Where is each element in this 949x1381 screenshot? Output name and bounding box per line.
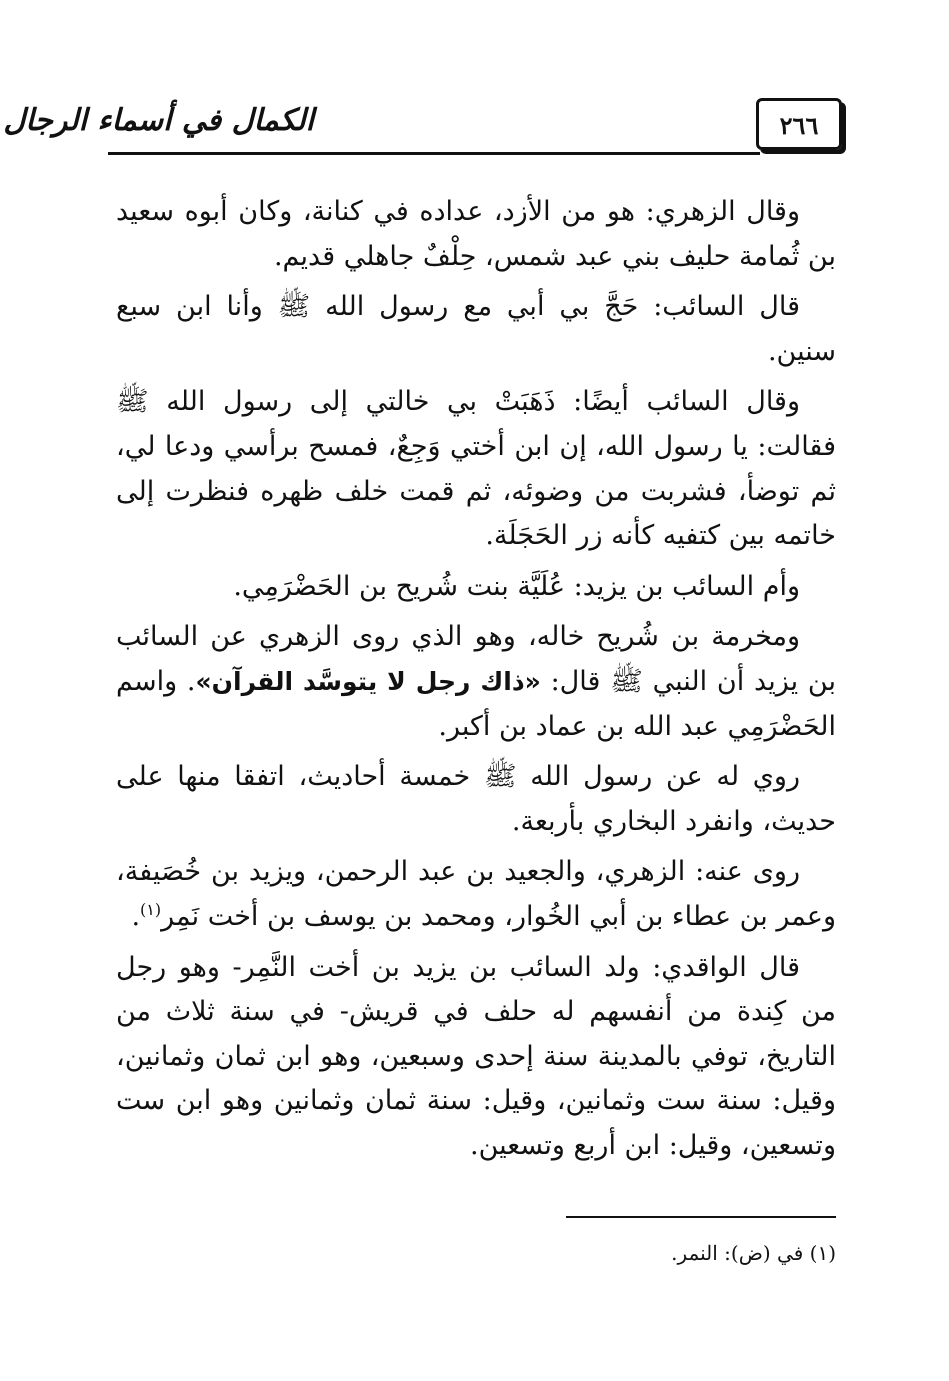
paragraph-zuhri: وقال الزهري: هو من الأزد، عداده في كنانة، وكان أبوه سعيد بن ثُمامة حليف بني عبد شمس، حِلْفٌ جاهلي قديم.: [116, 196, 836, 272]
paragraph-makhrama: [116, 615, 836, 749]
makhrama-after: . واسم الحَضْرَمِي عبد الله بن عماد بن أكبر.: [116, 665, 836, 742]
page-number: ٢٦٦: [756, 98, 842, 150]
makhrama-before: ومخرمة بن شُريح خاله، وهو الذي روى الزهري عن السائب بن يزيد أن النبي ﷺ قال:: [116, 621, 836, 697]
paragraph-umm-saib: وأم السائب بن يزيد: عُلَيَّة بنت شُريح بن الحَضْرَمِي.: [233, 570, 800, 602]
paragraph-rawa-anhu: [116, 850, 836, 939]
footnote: (١) في (ض): النمر.: [671, 1241, 836, 1265]
book-title: الكمال في أسماء الرجال: [3, 103, 314, 138]
main-text: [116, 190, 836, 1174]
footnote-ref: (١): [140, 899, 162, 919]
footnote-rule: [566, 1216, 836, 1218]
paragraph-riwaya: روي له عن رسول الله ﷺ خمسة أحاديث، اتفقا منها على حديث، وانفرد البخاري بأربعة.: [116, 761, 836, 837]
rawa-anhu-text: روى عنه: الزهري، والجعيد بن عبد الرحمن، ويزيد بن خُصَيفة، وعمر بن عطاء بن أبي الخُوار، ومحمد بن يوسف بن أخت نَمِر: [116, 856, 836, 932]
header-rule: [108, 152, 760, 155]
hadith-quote: «ذاك رجل لا يتوسَّد القرآن»: [195, 666, 541, 696]
page-header: [3, 96, 842, 160]
paragraph-waqidi: قال الواقدي: ولد السائب بن يزيد بن أخت النَّمِر- وهو رجل من كِندة من أنفسهم له حلف في قريش- في سنة ثلاث من التاريخ، توفي بالمدينة سنة إحدى وسبعين، وهو ابن ثمان وثمانين، وقيل: سنة ست وثمانين، وقيل: سنة ثمان وثمانين وهو ابن ست وتسعين، وقيل: ابن أربع وتسعين.: [116, 951, 836, 1161]
paragraph-hajj: قال السائب: حَجَّ بي أبي مع رسول الله ﷺ وأنا ابن سبع سنين.: [116, 291, 836, 367]
paragraph-khala: وقال السائب أيضًا: ذَهَبَتْ بي خالتي إلى رسول الله ﷺ فقالت: يا رسول الله، إن ابن أختي وَجِعٌ، فمسح برأسي ودعا لي، ثم توضأ، فشربت من وضوئه، ثم قمت خلف ظهره فنظرت إلى خاتمه بين كتفيه كأنه زر الحَجَلَة.: [116, 386, 836, 552]
rawa-anhu-end: .: [131, 900, 141, 932]
